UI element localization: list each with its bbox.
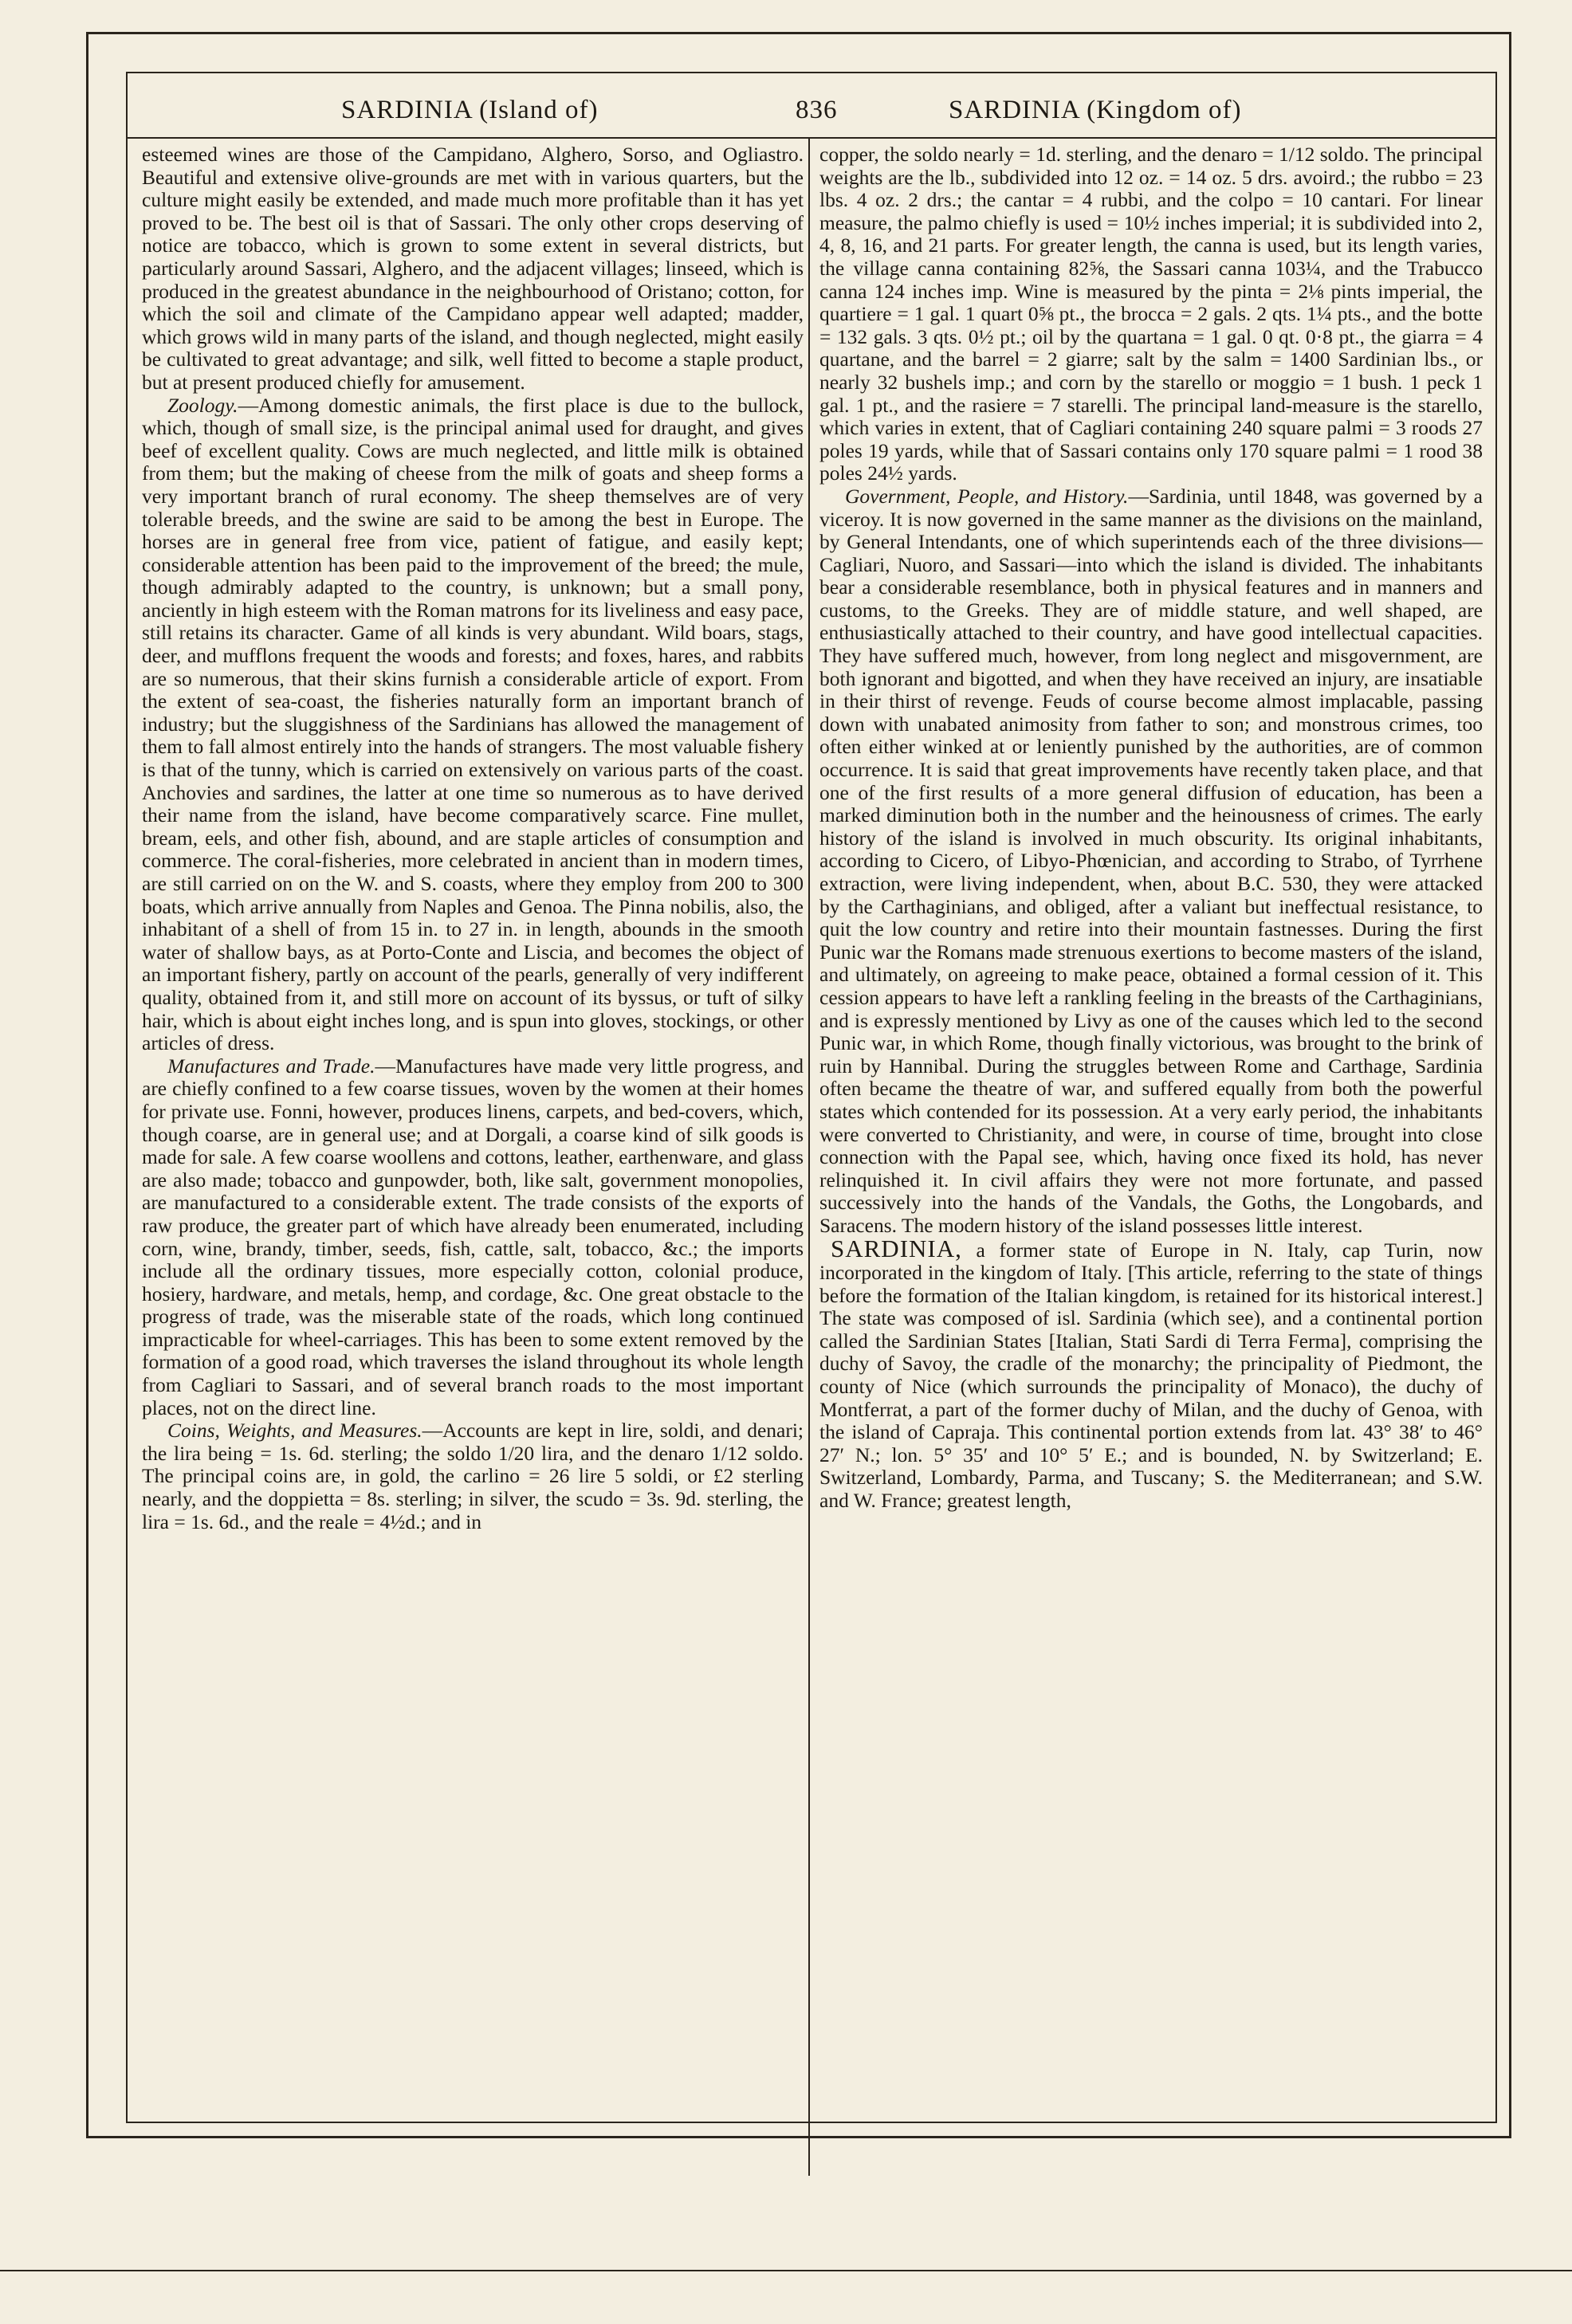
section-lead-manufactures: Manufactures and Trade. [167,1054,375,1078]
page-number: 836 [796,96,838,124]
inner-frame-right [1495,72,1497,2123]
paragraph-text: esteemed wines are those of the Campidano, Alghero, Sorso, and Ogliastro. Beautiful and extensive olive-grounds are met with in various quarters, but the culture might easily be extended, and made much more profitable than it has yet proved to be. The best oil is that of Sassari. The only other crops deserving of notice are tobacco, which is grown to some extent in several districts, but particularly around Sassari, Alghero, and the adjacent villages; linseed, which is produced in the greatest abundance in the neighbourhood of Oristano; cotton, for which the soil and climate of the Campidano appear well adapted; madder, which grows wild in many parts of the island, and though neglected, might easily be cultivated to great advantage; and silk, well fitted to become a staple product, but at present produced chiefly for amusement. [142,143,804,394]
entry-sardinia-kingdom [819,1234,1483,1513]
section-lead-government: Government, People, and History. [845,484,1129,508]
right-column [819,143,1483,2184]
paragraph-text: a former state of Europe in N. Italy, cap Turin, now incorporated in the kingdom of Italy. [This article, referring to the state of things before the formation of the Italian kingdom, is retained for its historical interest.] The state was composed of isl. Sardinia (which see), and a continental portion called the Sardinian States [Italian, Stati Sardi di Terra Ferma], comprising the duchy of Savoy, the cradle of the monarchy; the principality of Piedmont, the county of Nice (which surrounds the principality of Monaco), the duchy of Montferrat, a part of the former duchy of Milan, and the duchy of Genoa, with the island of Capraja. This continental portion extends from lat. 43° 38′ to 46° 27′ N.; lon. 5° 35′ and 10° 5′ E.; and is bounded, N. by Switzerland; E. Switzerland, Lombardy, Parma, and Tuscany; S. the Mediterranean; and S.W. and W. France; greatest length, [819,1238,1483,1513]
paragraph-text: copper, the soldo nearly = 1d. sterling, and the denaro = 1/12 soldo. The principal weights are the lb., subdivided into 12 oz. = 14 oz. 5 drs. avoird.; the rubbo = 23 lbs. 4 oz. 2 drs.; the cantar = 4 rubbi, and the colpo = 10 cantari. For linear measure, the palmo chiefly is used = 10½ inches imperial; it is subdivided into 2, 4, 8, 16, and 21 parts. For greater length, the canna is used, but its length varies, the village canna containing 82⅝, the Sassari canna 103¼, and the Trabucco canna 124 inches imp. Wine is measured by the pinta = 2⅛ pints imperial, the quartiere = 1 gal. 1 quart 0⅝ pt., the brocca = 2 gals. 2 qts. 1¼ pts., and the botte = 132 gals. 3 qts. 0½ pt.; oil by the quartana = 1 gal. 0 qt. 0·8 pt., the giarra = 4 quartane, and the barrel = 2 giarre; salt by the salm = 1400 Sardinian lbs., or nearly 32 bushels imp.; and corn by the starello or moggio = 1 bush. 1 peck 1 gal. 1 pt., and the rasiere = 7 starelli. The principal land-measure is the starello, which varies in extent, that of Cagliari containing 240 square palmi = 3 roods 27 poles 19 yards, while that of Sassari contains only 170 square palmi = 1 rood 38 poles 24½ yards. [819,143,1483,485]
inner-frame-top [126,72,1497,73]
header-left-title: SARDINIA (Island of) [341,96,599,124]
section-lead-zoology: Zoology. [167,393,238,417]
column-divider [808,139,810,2176]
page-bottom-rule [0,2270,1572,2271]
paragraph-manufactures [142,1055,804,1420]
outer-frame-top [86,32,1511,34]
outer-frame-right [1509,32,1511,2138]
section-lead-coins: Coins, Weights, and Measures. [167,1419,422,1443]
paragraph-coins [142,1419,804,1533]
paragraph-olive-crops [142,143,804,395]
outer-frame-left [86,32,88,2138]
left-column [142,143,804,2184]
paragraph-text: —Sardinia, until 1848, was governed by a viceroy. It is now governed in the same manner as the divisions on the mainland, by General Intendants, one of which superintends each of the three divisions—Cagliari, Nuoro, and Sassari—into which the island is divided. The inhabitants bear a considerable resemblance, both in physical features and in manners and customs, to the Greeks. They are of middle stature, and well shaped, are enthusiastically attached to their country, and have good intellectual capacities. They have suffered much, however, from long neglect and misgovernment, are both ignorant and bigotted, and when they have received an injury, are insatiable in their thirst of revenge. Feuds of course become almost implacable, passing down with unabated animosity from father to son; and monstrous crimes, too often either winked at or leniently punished by the authorities, are of common occurrence. It is said that great improvements have recently taken place, and that one of the first results of a more general diffusion of education, has been a marked diminution both in the number and the heinousness of crimes. The early history of the island is involved in much obscurity. Its original inhabitants, according to Cicero, of Libyo-Phœnician, and according to Strabo, of Tyrrhene extraction, were living independent, when, about B.C. 530, they were attacked by the Carthaginians, and obliged, after a valiant but ineffectual resistance, to quit the low country and retire into their mountain fastnesses. During the first Punic war the Romans made strenuous exertions to become masters of the island, and ultimately, on agreeing to make peace, obtained a formal cession of it. This cession appears to have left a rankling feeling in the breasts of the Carthaginians, and is expressly mentioned by Livy as one of the causes which led to the second Punic war, in which Rome, though finally victorious, was brought to the brink of ruin by Hannibal. During the struggles between Rome and Carthage, Sardinia often became the theatre of war, and suffered equally from both the powerful states which contended for its possession. At a very early period, the inhabitants were converted to Christianity, and were, in course of time, brought into close connection with the Papal see, which, having once fixed its hold, has never relinquished it. In civil affairs they were not more fortunate, and passed successively into the hands of the Vandals, the Goths, the Longobards, and Saracens. The modern history of the island possesses little interest. [819,484,1483,1237]
paragraph-weights [819,143,1483,485]
inner-frame-left [126,72,128,2123]
header-right-title: SARDINIA (Kingdom of) [949,96,1242,124]
paragraph-government [819,485,1483,1238]
entry-headword: SARDINIA, [831,1234,962,1262]
paragraph-text: —Manufactures have made very little progress, and are chiefly confined to a few coarse tissues, woven by the women at their homes for private use. Fonni, however, produces linens, carpets, and bed-covers, which, though coarse, are in general use; and at Dorgali, a coarse kind of silk goods is made for sale. A few coarse woollens and cottons, leather, earthenware, and glass are also made; tobacco and gunpowder, both, like salt, government monopolies, are manufactured to a considerable extent. The trade consists of the exports of raw produce, the greater part of which have already been enumerated, including corn, wine, brandy, timber, seeds, fish, cattle, salt, tobacco, &c.; the imports include all the ordinary tissues, more especially cotton, colonial produce, hosiery, hardware, and metals, hemp, and cordage, &c. One great obstacle to the progress of trade, was the miserable state of the roads, which long continued impracticable for wheel-carriages. This has been to some extent removed by the formation of a good road, which traverses the island throughout its whole length from Cagliari to Sassari, and of several branch roads to the most important places, not on the direct line. [142,1054,804,1419]
running-header [128,89,1492,139]
paragraph-zoology [142,395,804,1055]
paragraph-text: —Accounts are kept in lire, soldi, and denari; the lira being = 1s. 6d. sterling; the soldo 1/20 lira, and the denaro 1/12 soldo. The principal coins are, in gold, the carlino = 26 lire 5 soldi, or £2 sterling nearly, and the doppietta = 8s. sterling; in silver, the scudo = 3s. 9d. sterling, the lira = 1s. 6d., and the reale = 4½d.; and in [142,1419,804,1533]
paragraph-text: —Among domestic animals, the first place is due to the bullock, which, though of small size, is the principal animal used for draught, and gives beef of excellent quality. Cows are much neglected, and little milk is obtained from them; but the making of cheese from the milk of goats and sheep forms a very important branch of rural economy. The sheep themselves are of very tolerable breeds, and the swine are said to be among the best in Europe. The horses are in general free from vice, patient of fatigue, and easily kept; considerable attention has been paid to the improvement of the breed; the mule, though admirably adapted to the country, is unknown; but a small pony, anciently in high esteem with the Roman matrons for its liveliness and easy pace, still retains its character. Game of all kinds is very abundant. Wild boars, stags, deer, and mufflons frequent the woods and forests; and foxes, hares, and rabbits are so numerous, that their skins furnish a considerable article of export. From the extent of sea-coast, the fisheries naturally form an important branch of industry; but the sluggishness of the Sardinians has allowed the management of them to fall almost entirely into the hands of strangers. The most valuable fishery is that of the tunny, which is carried on extensively on various parts of the coast. Anchovies and sardines, the latter at one time so numerous as to have derived their name from the island, have become comparatively scarce. Fine mullet, bream, eels, and other fish, abound, and are staple articles of consumption and commerce. The coral-fisheries, more celebrated in ancient than in modern times, are still carried on on the W. and S. coasts, where they employ from 200 to 300 boats, which arrive annually from Naples and Genoa. The Pinna nobilis, also, the inhabitant of a shell of from 15 in. to 27 in. in length, abounds in the smooth water of shallow bays, as at Porto-Conte and Liscia, and becomes the object of an important fishery, partly on account of the pearls, generally of very indifferent quality, obtained from it, and still more on account of its byssus, or tuft of silky hair, which is about eight inches long, and is spun into gloves, stockings, or other articles of dress. [142,393,804,1055]
